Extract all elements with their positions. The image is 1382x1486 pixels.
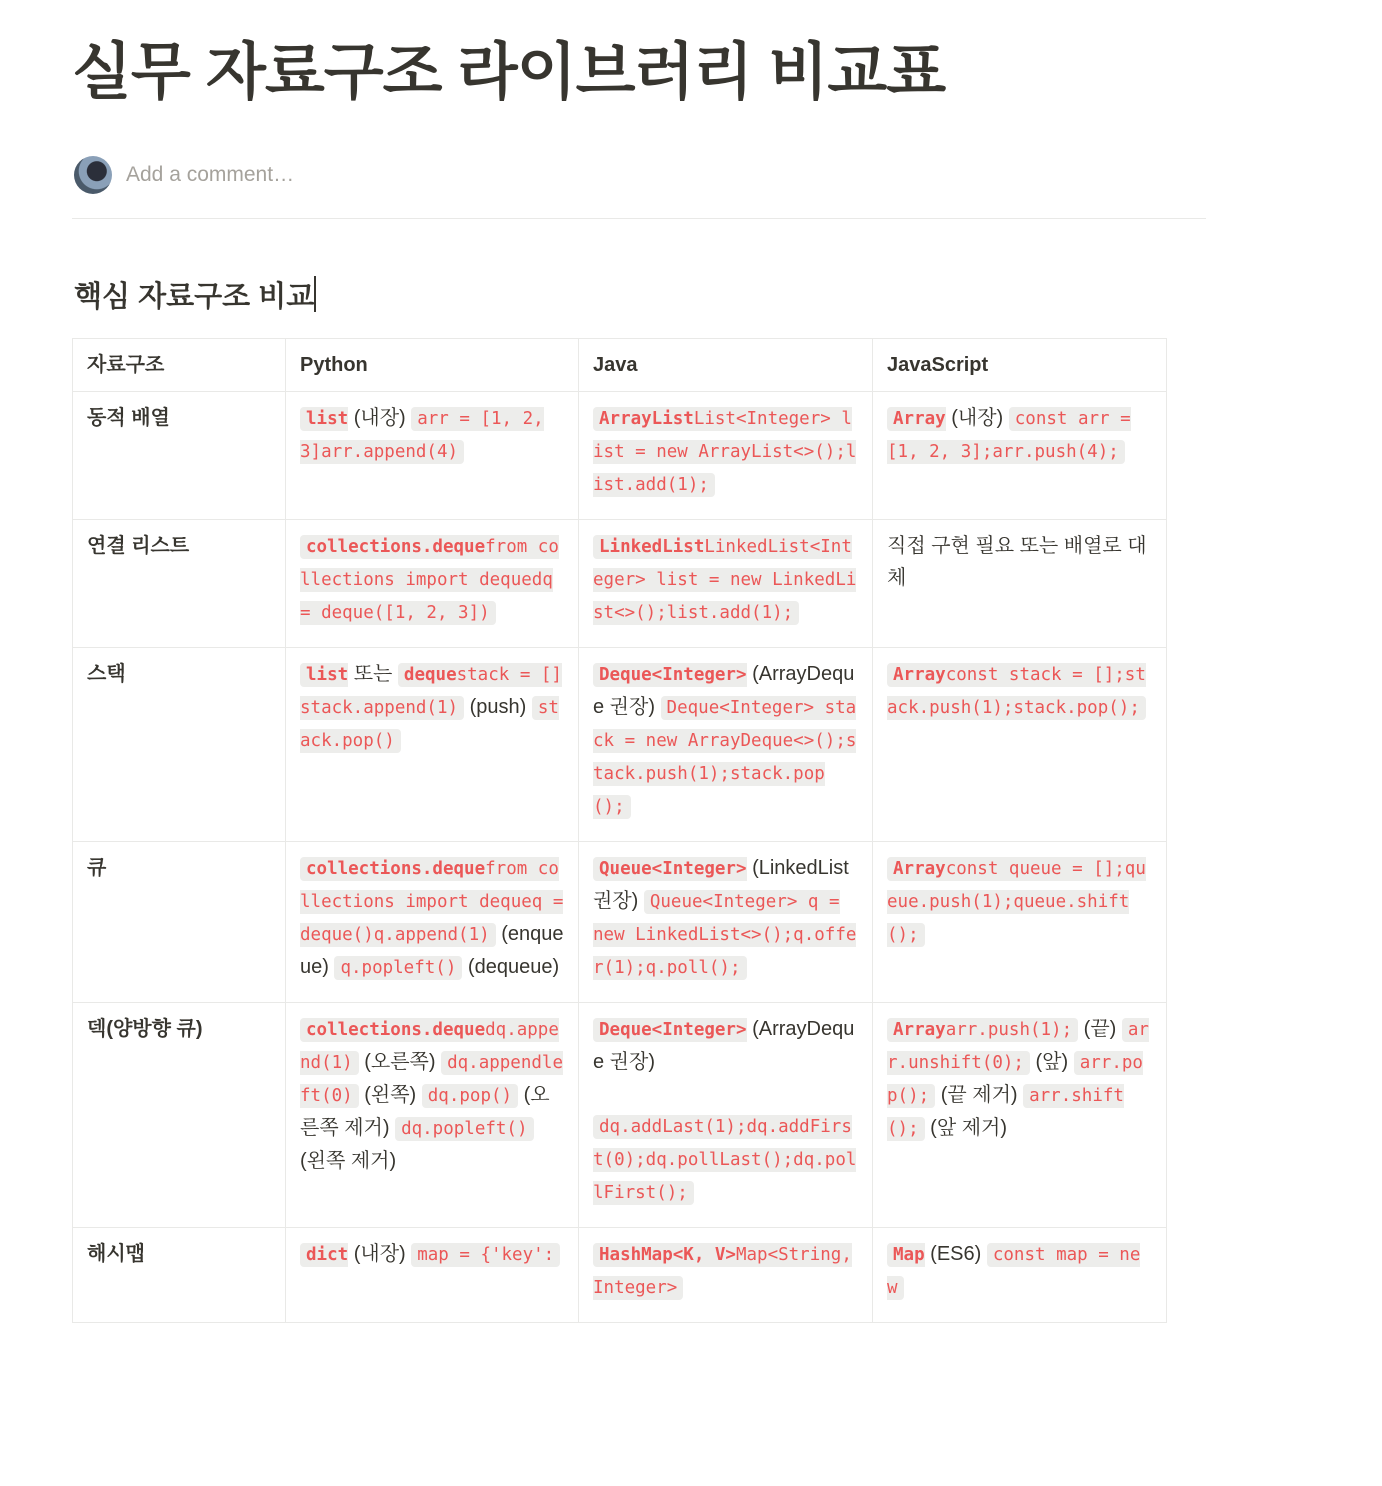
table-cell[interactable] bbox=[286, 520, 579, 648]
table-cell[interactable] bbox=[873, 648, 1167, 842]
column-header[interactable]: 자료구조 bbox=[73, 339, 286, 392]
cell-text: (끝) bbox=[1078, 1018, 1122, 1040]
inline-code: Array bbox=[887, 663, 946, 687]
row-label[interactable]: 동적 배열 bbox=[73, 392, 286, 520]
comment-input[interactable]: Add a comment… bbox=[126, 163, 295, 186]
inline-code: const queue = [];queue.push(1);queue.shift(); bbox=[887, 859, 1146, 945]
inline-code: LinkedList<Integer> list = new LinkedList<>();list.add(1); bbox=[593, 537, 857, 623]
inline-code: deque bbox=[398, 663, 457, 687]
inline-code: collections.deque bbox=[300, 535, 485, 559]
cell-text: (내장) bbox=[348, 407, 412, 429]
inline-code: collections.deque bbox=[300, 1018, 485, 1042]
cell-text: (ArrayDeque 권장) bbox=[593, 1018, 855, 1073]
inline-code: dq.append(1) bbox=[300, 1020, 559, 1073]
cell-text: (왼쪽 제거) bbox=[300, 1150, 397, 1172]
table-cell[interactable] bbox=[873, 842, 1167, 1003]
inline-code: dict bbox=[300, 1243, 348, 1267]
cell-text: (ArrayDeque 권장) bbox=[593, 663, 855, 718]
cell-text: (오른쪽) bbox=[358, 1051, 442, 1073]
comparison-table bbox=[72, 338, 1167, 1323]
table-cell[interactable] bbox=[579, 648, 873, 842]
table-header-row bbox=[73, 339, 1167, 392]
table-cell[interactable] bbox=[873, 1228, 1167, 1323]
inline-code: HashMap<K, V> bbox=[593, 1243, 736, 1267]
inline-code: dq.appendleft(0) bbox=[300, 1053, 563, 1106]
row-label[interactable]: 덱(양방향 큐) bbox=[73, 1003, 286, 1228]
table-cell[interactable] bbox=[873, 520, 1167, 648]
table-row bbox=[73, 1003, 1167, 1228]
table-row bbox=[73, 648, 1167, 842]
table-cell[interactable] bbox=[286, 392, 579, 520]
inline-code: const arr = [1, 2, 3];arr.push(4); bbox=[887, 409, 1131, 462]
inline-code: arr.push(1); bbox=[946, 1018, 1078, 1042]
inline-code: map = {'key': bbox=[411, 1243, 560, 1267]
cell-text: (앞 제거) bbox=[924, 1117, 1008, 1139]
cell-text: 직접 구현 필요 또는 배열로 대체 bbox=[887, 535, 1147, 589]
table-cell[interactable] bbox=[579, 392, 873, 520]
table-cell[interactable] bbox=[873, 392, 1167, 520]
table-cell[interactable] bbox=[579, 1228, 873, 1323]
cell-text: (내장) bbox=[348, 1243, 412, 1265]
text-cursor bbox=[314, 276, 316, 312]
table-row bbox=[73, 520, 1167, 648]
table-cell[interactable] bbox=[286, 842, 579, 1003]
row-label[interactable]: 스택 bbox=[73, 648, 286, 842]
row-label[interactable]: 큐 bbox=[73, 842, 286, 1003]
inline-code: Array bbox=[887, 407, 946, 431]
inline-code: const stack = [];stack.push(1);stack.pop(); bbox=[887, 665, 1146, 718]
inline-code: Deque<Integer> stack = new ArrayDeque<>();stack.push(1);stack.pop(); bbox=[593, 698, 857, 817]
inline-code: Array bbox=[887, 857, 946, 881]
inline-code: List<Integer> list = new ArrayList<>();list.add(1); bbox=[593, 409, 857, 495]
inline-code: const map = new bbox=[887, 1245, 1141, 1298]
section-heading-text: 핵심 자료구조 비교 bbox=[74, 281, 315, 313]
cell-text: (왼쪽) bbox=[358, 1084, 422, 1106]
cell-text: (enqueue) bbox=[300, 923, 564, 978]
inline-code: collections.deque bbox=[300, 857, 485, 881]
column-header[interactable]: Python bbox=[286, 339, 579, 392]
cell-text: (앞) bbox=[1029, 1051, 1074, 1073]
inline-code: arr.unshift(0); bbox=[887, 1020, 1149, 1073]
row-label[interactable]: 해시맵 bbox=[73, 1228, 286, 1323]
row-label[interactable]: 연결 리스트 bbox=[73, 520, 286, 648]
inline-code: Map<String, Integer> bbox=[593, 1245, 852, 1298]
column-header[interactable]: JavaScript bbox=[873, 339, 1167, 392]
table-cell[interactable] bbox=[579, 1003, 873, 1228]
inline-code: list bbox=[300, 663, 348, 687]
table-cell[interactable] bbox=[286, 1228, 579, 1323]
inline-code: Array bbox=[887, 1018, 946, 1042]
inline-code: Deque<Integer> bbox=[593, 663, 747, 687]
inline-code: from collections import dequeq = deque()q.append(1) bbox=[300, 859, 564, 945]
cell-text: (LinkedList 권장) bbox=[593, 857, 849, 912]
inline-code: dq.popleft() bbox=[395, 1117, 533, 1141]
table-cell[interactable] bbox=[579, 520, 873, 648]
inline-code: Deque<Integer> bbox=[593, 1018, 747, 1042]
inline-code: stack = []stack.append(1) bbox=[300, 665, 562, 718]
inline-code: stack.pop() bbox=[300, 698, 559, 751]
inline-code: dq.addLast(1);dq.addFirst(0);dq.pollLast();dq.pollFirst(); bbox=[593, 1117, 857, 1203]
inline-code: Queue<Integer> q = new LinkedList<>();q.offer(1);q.poll(); bbox=[593, 892, 857, 978]
cell-text: (ES6) bbox=[924, 1243, 987, 1265]
cell-text: (끝 제거) bbox=[935, 1084, 1024, 1106]
table-row bbox=[73, 1228, 1167, 1323]
inline-code: from collections import dequedq = deque([1, 2, 3]) bbox=[300, 537, 559, 623]
cell-text: 또는 bbox=[348, 663, 398, 685]
inline-code: Queue<Integer> bbox=[593, 857, 747, 881]
table-cell[interactable] bbox=[579, 842, 873, 1003]
table-cell[interactable] bbox=[286, 648, 579, 842]
avatar bbox=[74, 156, 112, 194]
divider bbox=[72, 218, 1206, 219]
column-header[interactable]: Java bbox=[579, 339, 873, 392]
inline-code: ArrayList bbox=[593, 407, 694, 431]
inline-code: LinkedList bbox=[593, 535, 704, 559]
section-heading[interactable] bbox=[74, 274, 316, 315]
inline-code: q.popleft() bbox=[334, 956, 462, 980]
inline-code: arr.shift(); bbox=[887, 1086, 1124, 1139]
table-cell[interactable] bbox=[873, 1003, 1167, 1228]
cell-text: (오른쪽 제거) bbox=[300, 1084, 550, 1139]
table-row bbox=[73, 392, 1167, 520]
table-cell[interactable] bbox=[286, 1003, 579, 1228]
inline-code: Map bbox=[887, 1243, 925, 1267]
inline-code: list bbox=[300, 407, 348, 431]
inline-code: arr = [1, 2, 3]arr.append(4) bbox=[300, 409, 544, 462]
inline-code: arr.pop(); bbox=[887, 1053, 1143, 1106]
inline-code: dq.pop() bbox=[422, 1084, 518, 1108]
page-title[interactable]: 실무 자료구조 라이브러리 비교표 bbox=[72, 38, 946, 107]
comment-row[interactable] bbox=[74, 156, 294, 194]
cell-text: (dequeue) bbox=[462, 956, 560, 978]
cell-text: (push) bbox=[464, 696, 532, 718]
cell-text: (내장) bbox=[945, 407, 1009, 429]
table-row bbox=[73, 842, 1167, 1003]
